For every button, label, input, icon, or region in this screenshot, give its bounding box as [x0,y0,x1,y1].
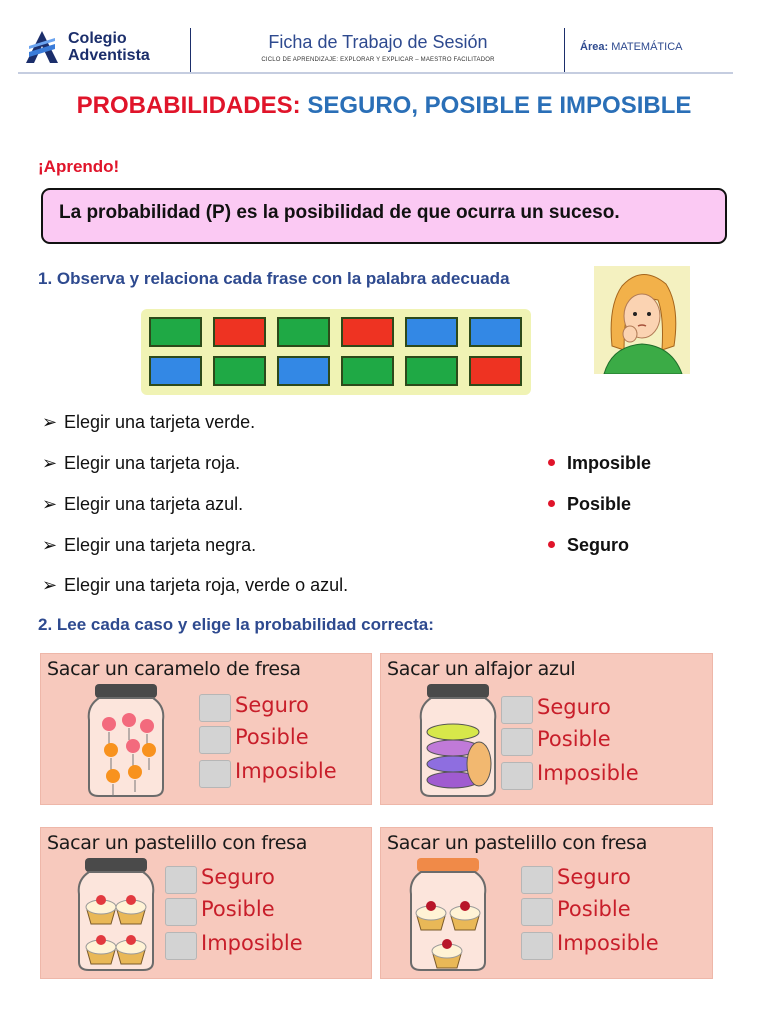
school-name-line2: Adventista [68,47,150,64]
worksheet-header [18,24,733,74]
case-title: Sacar un caramelo de fresa [47,658,301,680]
phrase-item [42,535,256,556]
phrase-item [42,412,255,433]
match-option[interactable] [548,535,629,556]
option-checkbox[interactable] [521,866,553,894]
option-label: Imposible [201,931,303,955]
school-logo-icon [24,30,60,64]
color-card [149,356,202,386]
color-card [213,317,266,347]
title-part1: PROBABILIDADES: [76,92,301,119]
option-label: Posible [201,897,275,921]
option-label: Seguro [557,865,631,889]
arrow-bullet-icon: ➢ [42,494,58,514]
option-label: Posible [537,727,611,751]
page-title [0,92,768,120]
color-card [213,356,266,386]
case-title: Sacar un pastelillo con fresa [47,832,308,854]
color-card [277,317,330,347]
option-label: Seguro [235,693,309,717]
phrase-item [42,494,243,515]
arrow-bullet-icon: ➢ [42,412,58,432]
phrase-item [42,575,348,596]
school-name-line1: Colegio [68,30,127,47]
option-checkbox[interactable] [199,694,231,722]
case-panel [40,653,372,805]
case-panel [380,827,713,979]
option-label: Imposible [537,761,639,785]
color-card [149,317,202,347]
match-option-label: Posible [567,494,632,514]
option-checkbox[interactable] [199,726,231,754]
question2-title: 2. Lee cada caso y elige la probabilidad correcta: [38,615,434,634]
header-divider [564,28,565,72]
option-checkbox[interactable] [165,898,197,926]
phrase-text: Elegir una tarjeta verde. [64,412,256,432]
macaron-jar-icon [413,680,503,805]
cupcake-jar-icon [71,854,161,979]
match-dot-icon[interactable] [548,541,555,548]
match-option-label: Imposible [567,453,652,473]
option-checkbox[interactable] [501,728,533,756]
arrow-bullet-icon: ➢ [42,535,58,555]
match-option[interactable] [548,453,651,474]
colored-cards [141,309,531,395]
school-logo [24,28,194,68]
case-title: Sacar un alfajor azul [387,658,576,680]
option-label: Posible [235,725,309,749]
option-label: Seguro [201,865,275,889]
color-card [469,356,522,386]
subject-area [580,41,682,53]
worksheet-subtitle: CICLO DE APRENDIZAJE: EXPLORAR Y EXPLICAR – MAESTRO FACILITADOR [261,57,495,63]
option-checkbox[interactable] [199,760,231,788]
option-checkbox[interactable] [501,696,533,724]
header-divider [190,28,191,72]
thinking-girl-icon [594,266,690,374]
section-label-aprendo: ¡Aprendo! [38,157,120,176]
option-label: Imposible [557,931,659,955]
arrow-bullet-icon: ➢ [42,453,58,473]
color-card [469,317,522,347]
phrase-item [42,453,240,474]
question1-title: 1. Observa y relaciona cada frase con la palabra adecuada [38,269,510,288]
candy-jar-icon [81,680,171,805]
case-panel [380,653,713,805]
option-checkbox[interactable] [521,932,553,960]
phrase-text: Elegir una tarjeta azul. [64,494,244,514]
color-card [341,317,394,347]
color-card [277,356,330,386]
match-dot-icon[interactable] [548,459,555,466]
case-title: Sacar un pastelillo con fresa [387,832,648,854]
phrase-text: Elegir una tarjeta roja, verde o azul. [64,575,349,595]
color-card [341,356,394,386]
phrase-text: Elegir una tarjeta negra. [64,535,257,555]
school-name [68,30,150,64]
match-option[interactable] [548,494,631,515]
option-label: Seguro [537,695,611,719]
cupcake-jar-icon [403,854,493,979]
option-label: Posible [557,897,631,921]
area-label: Área: [580,41,609,53]
arrow-bullet-icon: ➢ [42,575,58,595]
area-value: MATEMÁTICA [611,41,683,53]
match-option-label: Seguro [567,535,630,555]
option-checkbox[interactable] [165,866,197,894]
option-checkbox[interactable] [165,932,197,960]
definition-box: La probabilidad (P) es la posibilidad de que ocurra un suceso. [41,188,727,244]
option-checkbox[interactable] [521,898,553,926]
color-card [405,356,458,386]
case-panel [40,827,372,979]
phrase-text: Elegir una tarjeta roja. [64,453,241,473]
title-part2: SEGURO, POSIBLE E IMPOSIBLE [307,92,692,119]
worksheet-title: Ficha de Trabajo de Sesión [268,32,488,52]
option-checkbox[interactable] [501,762,533,790]
color-card [405,317,458,347]
match-dot-icon[interactable] [548,500,555,507]
option-label: Imposible [235,759,337,783]
